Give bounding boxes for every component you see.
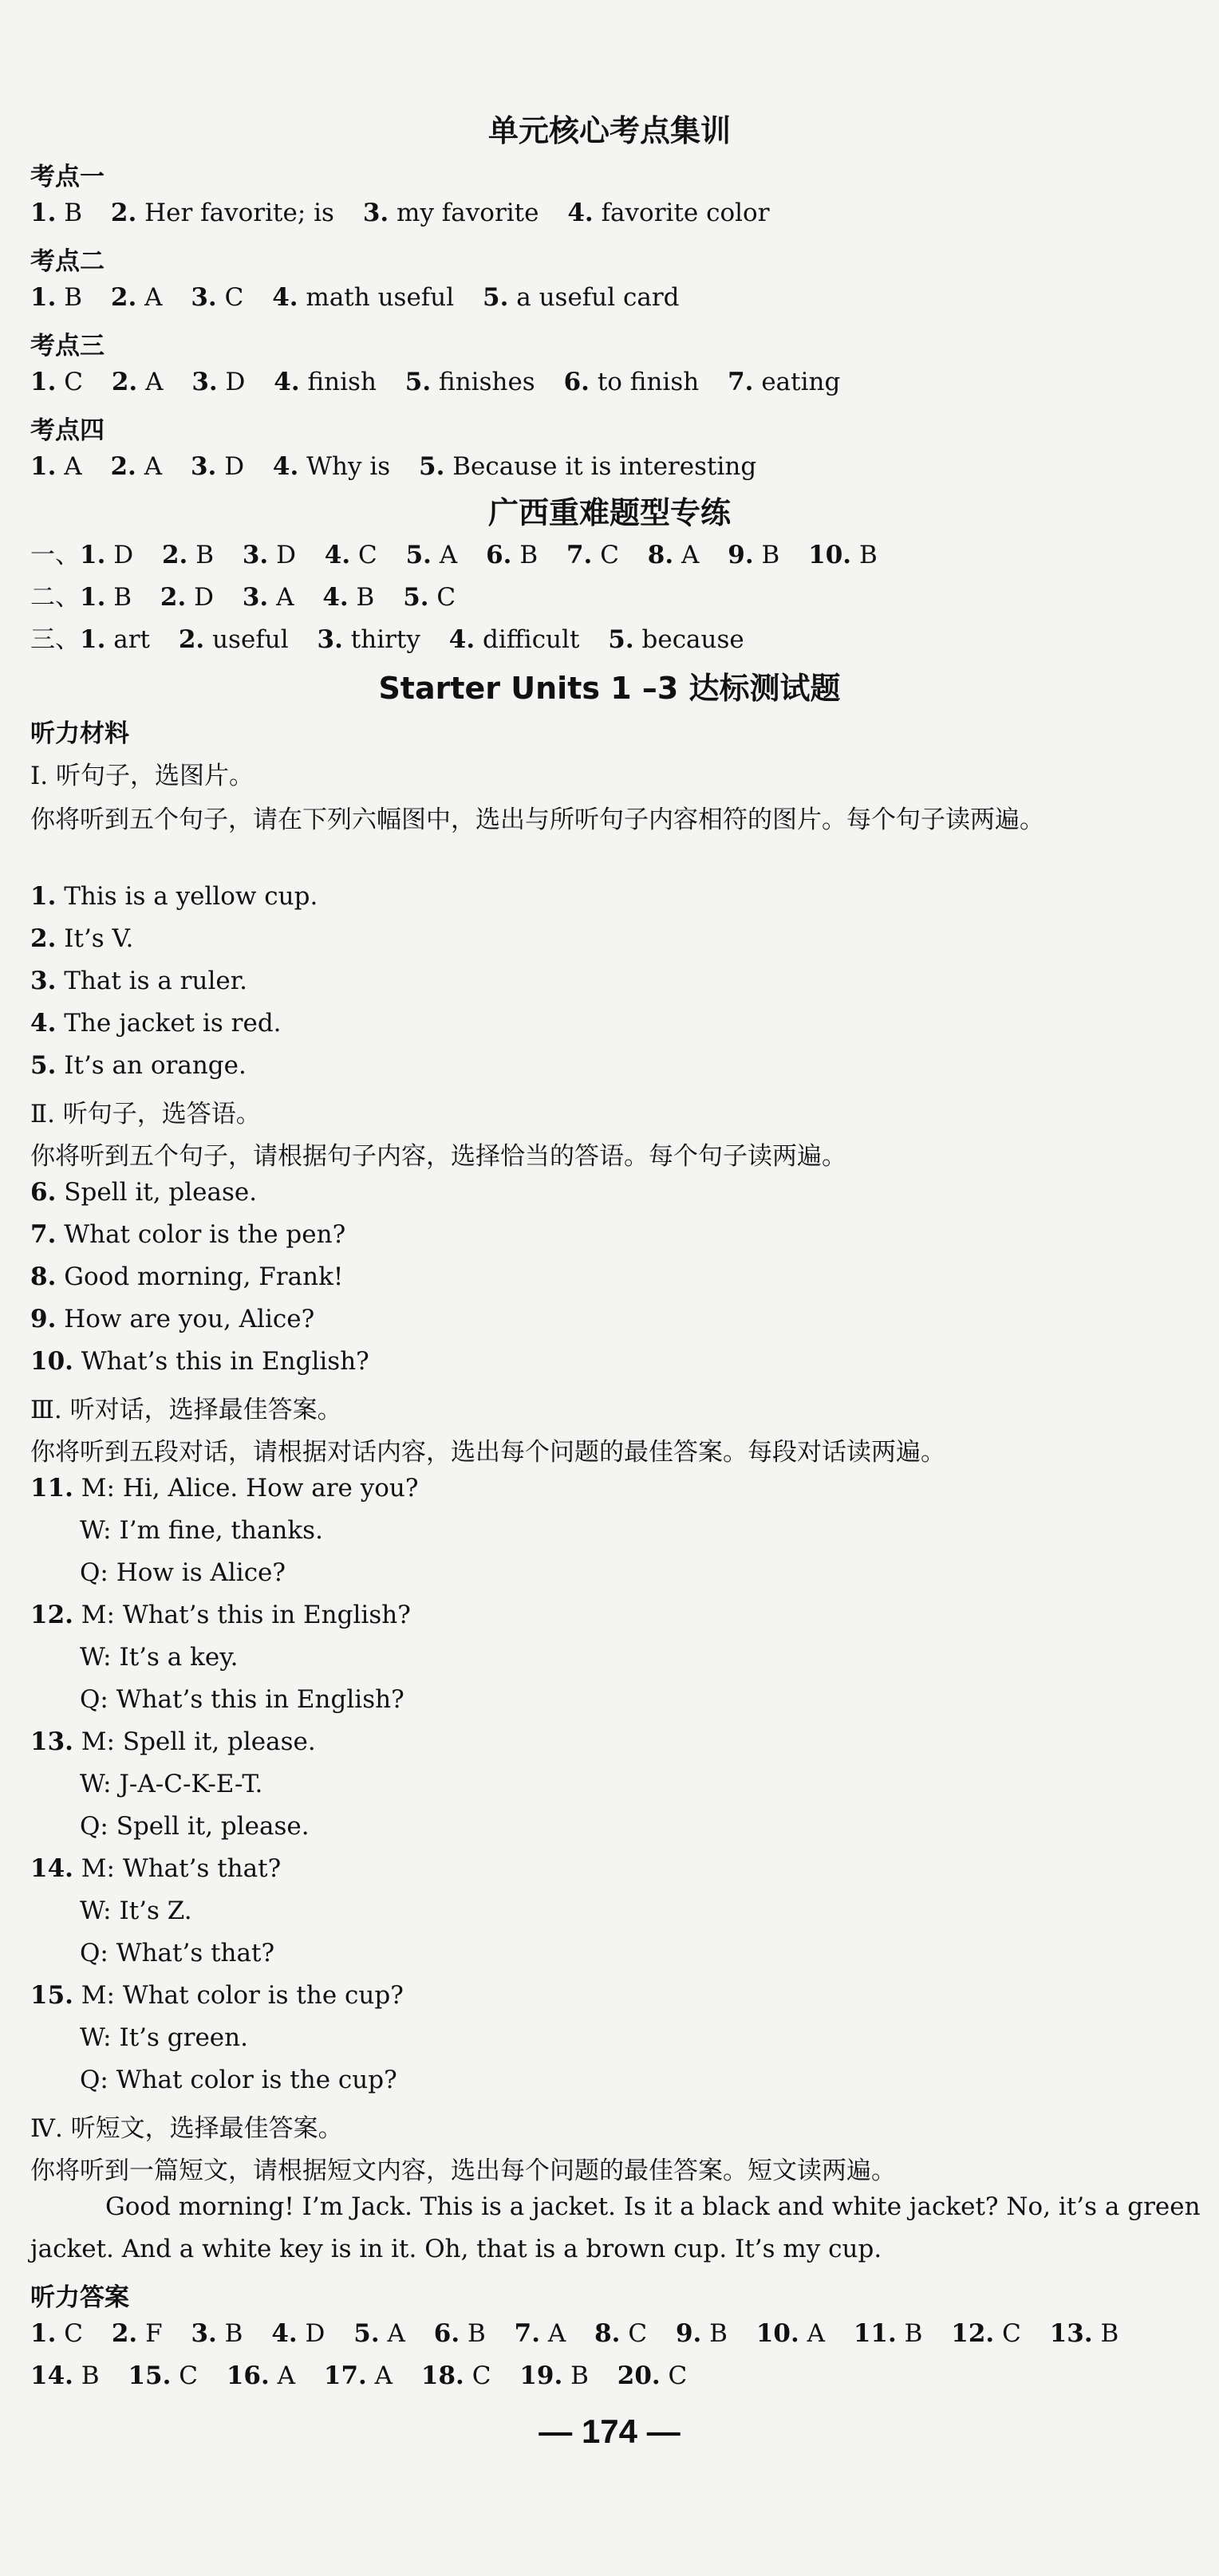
answer-item: 7. A — [514, 2319, 566, 2348]
point-3-answers — [30, 368, 1187, 410]
dialogue-line: 13. M: Spell it, please. — [30, 1727, 316, 1756]
test-section — [30, 713, 1201, 2404]
dialogue-line: 11. M: Hi, Alice. How are you? — [30, 1474, 419, 1503]
row-prefix: 一、 — [30, 541, 80, 569]
dialogue-line: 15. M: What color is the cup? — [30, 1981, 404, 2010]
listening-label: 听力材料 — [30, 719, 129, 748]
dialogue-line: Q: What’s that? — [80, 1939, 275, 1967]
answer-item: 5. Because it is interesting — [419, 452, 757, 481]
answer-item: 16. A — [226, 2361, 296, 2390]
answer-item: 4. finish — [274, 368, 377, 396]
answer-item: 1. C — [30, 368, 83, 396]
passage-line-1: Good morning! I’m Jack. This is a jacket. Is it a black and white jacket? No, it’s a green — [105, 2192, 1201, 2221]
answer-item: 3. D — [242, 541, 296, 569]
dialogue-line: 14. M: What’s that? — [30, 1854, 282, 1883]
answer-item: 6. B — [486, 541, 538, 569]
answer-item: 7. C — [566, 541, 619, 569]
dialogue-line: W: It’s a key. — [80, 1643, 239, 1672]
answer-item: 5. A — [353, 2319, 405, 2348]
point-2-label: 考点二 — [30, 247, 105, 276]
part2-instruction: 你将听到五个句子，请根据句子内容，选择恰当的答语。每个句子读两遍。 — [30, 1142, 846, 1171]
dialogue-line: W: J-A-C-K-E-T. — [80, 1770, 263, 1798]
answer-item: 17. A — [323, 2361, 393, 2390]
answer-item: 5. A — [405, 541, 458, 569]
answer-item: 1. B — [30, 283, 83, 312]
core-section — [30, 156, 1187, 494]
answer-item: 4. Why is — [272, 452, 391, 481]
answer-item: 4. C — [324, 541, 377, 569]
dialogue-line: Q: How is Alice? — [80, 1558, 286, 1587]
list-item: 7. What color is the pen? — [30, 1220, 346, 1249]
answer-item: 1. art — [80, 625, 150, 654]
answer-item: 2. D — [160, 583, 214, 612]
answer-item: 5. because — [608, 625, 744, 654]
passage-line-2: jacket. And a white key is in it. Oh, that is a brown cup. It’s my cup. — [30, 2235, 882, 2263]
row-prefix: 三、 — [30, 625, 80, 654]
page-number: — 174 — — [538, 2413, 681, 2450]
answer-item: 4. D — [271, 2319, 325, 2348]
part1-heading: Ⅰ. 听句子，选图片。 — [30, 762, 254, 790]
answer-item: 2. B — [161, 541, 214, 569]
guangxi-section — [30, 534, 1187, 661]
answer-item: 3. thirty — [317, 625, 420, 654]
core-section-title: 单元核心考点集训 — [487, 113, 731, 148]
answer-item: 12. C — [951, 2319, 1021, 2348]
list-item: 8. Good morning, Frank! — [30, 1262, 344, 1291]
answer-item: 19. B — [519, 2361, 589, 2390]
list-item: 5. It’s an orange. — [30, 1051, 247, 1080]
answer-item: 3. D — [190, 452, 245, 481]
list-item: 9. How are you, Alice? — [30, 1305, 315, 1333]
answer-item: 5. finishes — [404, 368, 535, 396]
answer-item: 11. B — [853, 2319, 923, 2348]
answer-item: 6. to finish — [563, 368, 700, 396]
answer-item: 2. A — [111, 368, 164, 396]
part4-heading: Ⅳ. 听短文，选择最佳答案。 — [30, 2114, 343, 2143]
part3-instruction: 你将听到五段对话，请根据对话内容，选出每个问题的最佳答案。每段对话读两遍。 — [30, 1438, 945, 1467]
part2-heading: Ⅱ. 听句子，选答语。 — [30, 1100, 261, 1128]
answer-item: 4. B — [322, 583, 375, 612]
dialogue-line: W: It’s Z. — [80, 1897, 192, 1925]
part1-instruction: 你将听到五个句子，请在下列六幅图中，选出与所听句子内容相符的图片。每个句子读两遍。 — [30, 805, 1044, 834]
answer-item: 1. B — [80, 583, 132, 612]
listening-answers-row-1 — [30, 2319, 1195, 2361]
answer-item: 1. A — [30, 452, 82, 481]
part4-instruction: 你将听到一篇短文，请根据短文内容，选出每个问题的最佳答案。短文读两遍。 — [30, 2157, 896, 2185]
guangxi-row-1 — [30, 534, 1187, 577]
answer-item: 20. C — [617, 2361, 688, 2390]
part3-heading: Ⅲ. 听对话，选择最佳答案。 — [30, 1396, 342, 1424]
answer-item: 7. eating — [728, 368, 841, 396]
listening-answers-row-2 — [30, 2361, 1195, 2404]
dialogue-line: Q: Spell it, please. — [80, 1812, 310, 1841]
answer-item: 2. F — [111, 2319, 163, 2348]
answer-item: 6. B — [433, 2319, 486, 2348]
answer-item: 10. B — [808, 541, 878, 569]
answer-item: 1. C — [30, 2319, 83, 2348]
answer-item: 9. B — [675, 2319, 728, 2348]
answer-item: 3. my favorite — [362, 199, 539, 227]
test-section-title: Starter Units 1 –3 达标测试题 — [378, 671, 841, 706]
answer-item: 13. B — [1049, 2319, 1119, 2348]
answer-item: 3. B — [191, 2319, 243, 2348]
answer-item: 4. difficult — [448, 625, 580, 654]
answer-item: 8. C — [594, 2319, 648, 2348]
answer-item: 2. Her favorite; is — [110, 199, 334, 227]
answer-item: 3. A — [242, 583, 294, 612]
answer-item: 3. D — [191, 368, 246, 396]
point-2-answers — [30, 283, 1187, 325]
answer-item: 1. B — [30, 199, 83, 227]
answer-item: 3. C — [191, 283, 244, 312]
point-1-label: 考点一 — [30, 163, 105, 191]
answer-item: 18. C — [420, 2361, 491, 2390]
dialogue-line: Q: What’s this in English? — [80, 1685, 404, 1714]
answers-label: 听力答案 — [30, 2283, 129, 2312]
dialogue-line: W: I’m fine, thanks. — [80, 1516, 323, 1545]
dialogue-line: 12. M: What’s this in English? — [30, 1601, 411, 1629]
guangxi-row-3 — [30, 619, 1187, 661]
answer-item: 14. B — [30, 2361, 100, 2390]
point-3-label: 考点三 — [30, 332, 105, 360]
list-item: 4. The jacket is red. — [30, 1009, 282, 1038]
list-item: 2. It’s V. — [30, 924, 134, 953]
answer-item: 9. B — [728, 541, 780, 569]
answer-item: 15. C — [128, 2361, 198, 2390]
dialogue-line: W: It’s green. — [80, 2023, 248, 2052]
row-prefix: 二、 — [30, 583, 80, 612]
answer-item: 2. A — [110, 452, 163, 481]
answer-item: 2. A — [110, 283, 163, 312]
list-item: 3. That is a ruler. — [30, 967, 247, 995]
list-item: 1. This is a yellow cup. — [30, 882, 318, 911]
answer-item: 5. a useful card — [483, 283, 680, 312]
point-4-label: 考点四 — [30, 416, 105, 445]
answer-item: 4. math useful — [272, 283, 455, 312]
dialogue-line: Q: What color is the cup? — [80, 2066, 397, 2094]
point-1-answers — [30, 199, 1187, 241]
guangxi-section-title: 广西重难题型专练 — [487, 495, 731, 530]
answer-item: 10. A — [755, 2319, 825, 2348]
list-item: 6. Spell it, please. — [30, 1178, 258, 1207]
list-item: 10. What’s this in English? — [30, 1347, 369, 1376]
guangxi-row-2 — [30, 577, 1187, 619]
answer-item: 5. C — [403, 583, 456, 612]
answer-item: 1. D — [80, 541, 134, 569]
answer-item: 2. useful — [178, 625, 289, 654]
answer-item: 8. A — [647, 541, 700, 569]
answer-item: 4. favorite color — [567, 199, 770, 227]
